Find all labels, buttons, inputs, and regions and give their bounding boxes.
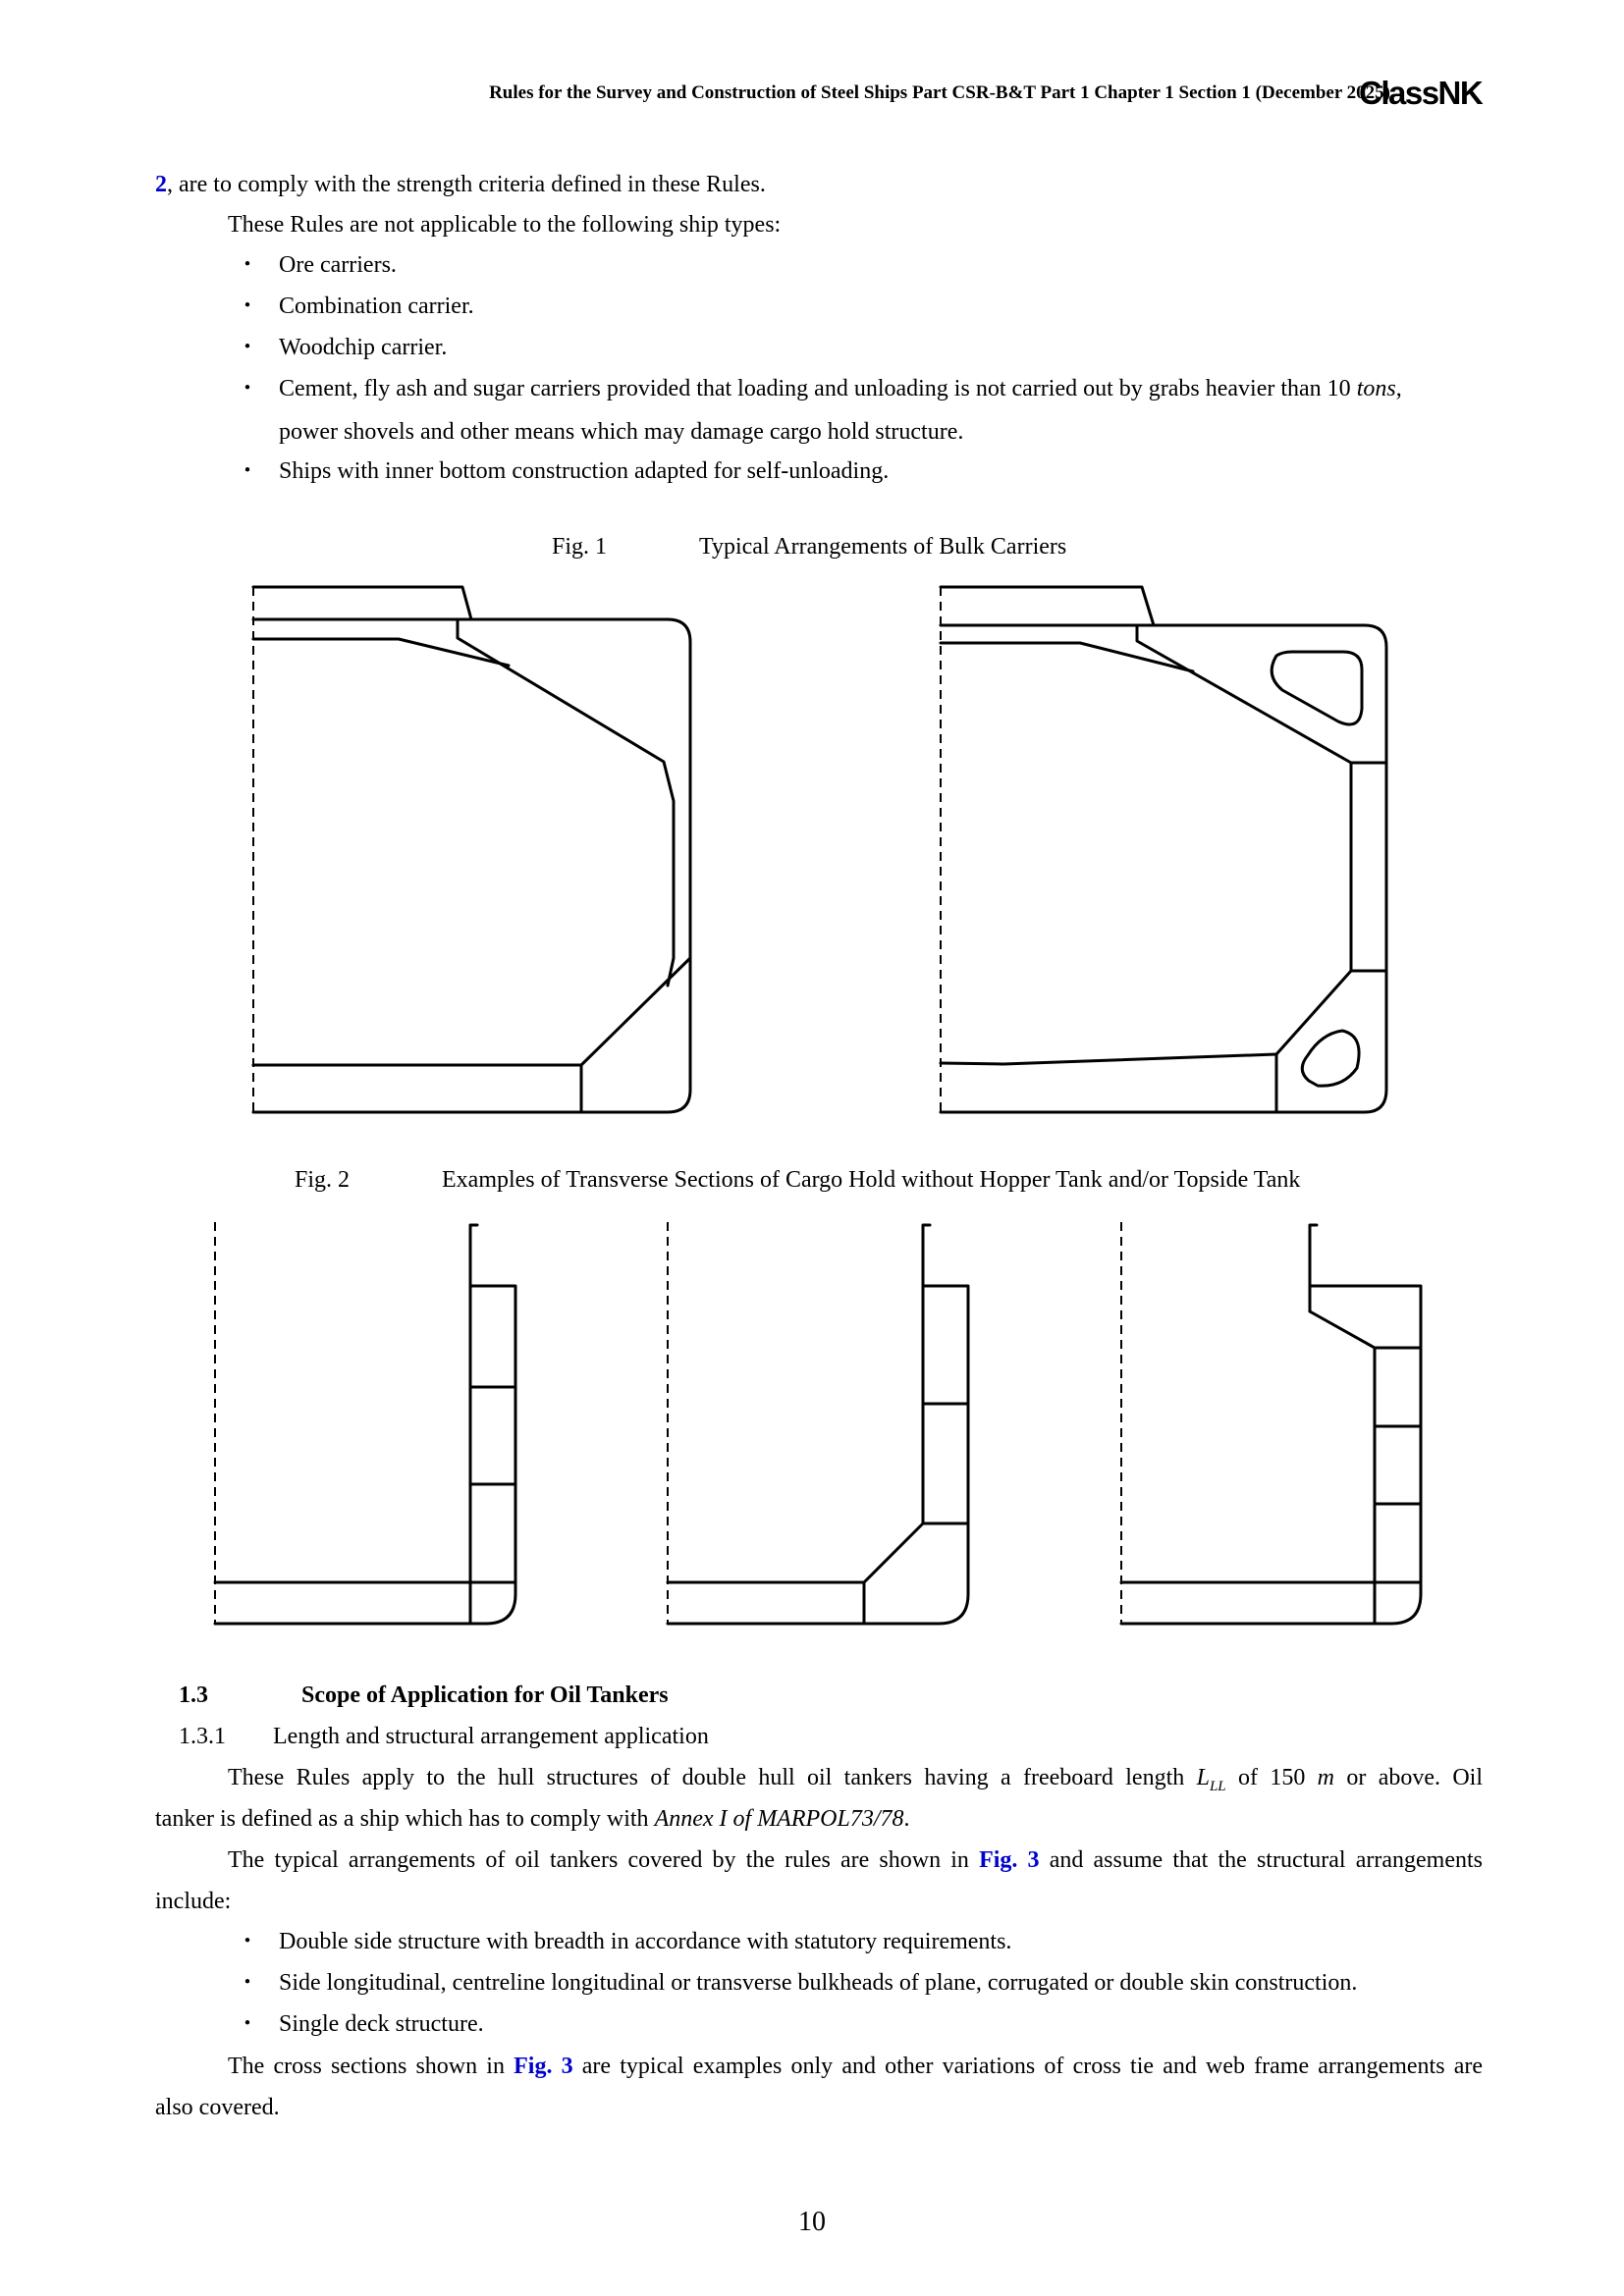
text-run: These Rules apply to the hull structures of double hull oil tankers having a freeboard length (228, 1765, 1197, 1790)
text-run: are typical examples only and other variations of cross tie and web frame arrangements are (572, 2054, 1484, 2079)
ref-link-2[interactable]: 2 (155, 172, 167, 197)
paragraph-3-line-1 (228, 2052, 1483, 2081)
bullet-icon: ・ (236, 458, 259, 484)
freeboard-length-symbol: $L_{LL}$ (1196, 1765, 1226, 1794)
fig1-label: Fig. 1 (552, 534, 608, 560)
fig2-middle-section (668, 1222, 968, 1624)
paragraph-2-line-1 (228, 1845, 1483, 1875)
section-title: Scope of Application for Oil Tankers (301, 1682, 669, 1708)
ship-type-item: Woodchip carrier. (279, 335, 448, 360)
ship-type-text: Cement, fly ash and sugar carriers provided that loading and unloading is not carried out by grabs heavier than 10 (279, 376, 1357, 401)
running-title: Rules for the Survey and Construction of Steel Ships Part CSR-B&T Part 1 Chapter 1 Section 1 (December 2025) (489, 82, 1390, 103)
ship-type-item: Ships with inner bottom construction adapted for self-unloading. (279, 458, 890, 484)
text-run: . (903, 1806, 910, 1832)
arrangement-item: Side longitudinal, centreline longitudinal or transverse bulkheads of plane, corrugated or double skin construction. (279, 1970, 1358, 1996)
ref-link-fig3[interactable]: Fig. 3 (979, 1847, 1040, 1873)
bullet-icon: ・ (236, 1929, 259, 1954)
page-number: 10 (798, 2207, 826, 2237)
subsection-title: Length and structural arrangement application (273, 1724, 709, 1749)
bullet-icon: ・ (236, 252, 259, 278)
bullet-icon: ・ (236, 376, 259, 401)
text-run: and assume that the structural arrangements (1039, 1847, 1483, 1873)
marpol-reference: Annex I of MARPOL73/78 (654, 1806, 904, 1832)
paragraph-3-line-2: also covered. (155, 2095, 280, 2120)
ship-type-item-continued: power shovels and other means which may damage cargo hold structure. (279, 419, 964, 445)
bullet-icon: ・ (236, 1970, 259, 1996)
text-run: The cross sections shown in (228, 2054, 514, 2079)
classnk-logo: ClassNK (1359, 75, 1483, 111)
bullet-icon: ・ (236, 2011, 259, 2037)
text-run: or above. Oil (1334, 1765, 1484, 1790)
ref-link-fig3[interactable]: Fig. 3 (514, 2054, 573, 2079)
fig2-title: Examples of Transverse Sections of Cargo Hold without Hopper Tank and/or Topside Tank (442, 1167, 1301, 1193)
bullet-icon: ・ (236, 294, 259, 319)
tons-suffix: , (1395, 376, 1402, 401)
paragraph-1-line-2 (155, 1804, 910, 1834)
section-number: 1.3 (179, 1682, 208, 1708)
paragraph-2-line-2: include: (155, 1889, 232, 1914)
paragraph-1-line-1 (228, 1763, 1483, 1796)
text-run: of 150 (1225, 1765, 1318, 1790)
fig1-title: Typical Arrangements of Bulk Carriers (699, 534, 1067, 560)
ship-type-item: Combination carrier. (279, 294, 474, 319)
ship-type-item: Ore carriers. (279, 252, 397, 278)
tons-unit: tons (1356, 376, 1396, 401)
not-applicable-intro: These Rules are not applicable to the following ship types: (228, 212, 782, 238)
fig2-left-section (215, 1222, 515, 1624)
bullet-icon: ・ (236, 335, 259, 360)
fig2-label: Fig. 2 (295, 1167, 351, 1193)
text-run: tanker is defined as a ship which has to comply with (155, 1806, 655, 1832)
subsection-number: 1.3.1 (179, 1724, 226, 1749)
arrangement-item: Double side structure with breadth in accordance with statutory requirements. (279, 1929, 1012, 1954)
intro-continuation-text: , are to comply with the strength criteria defined in these Rules. (167, 172, 766, 197)
metre-unit: m (1317, 1765, 1335, 1790)
text-run: The typical arrangements of oil tankers covered by the rules are shown in (228, 1847, 980, 1873)
arrangement-item: Single deck structure. (279, 2011, 484, 2037)
fig2-right-section (1121, 1222, 1421, 1624)
